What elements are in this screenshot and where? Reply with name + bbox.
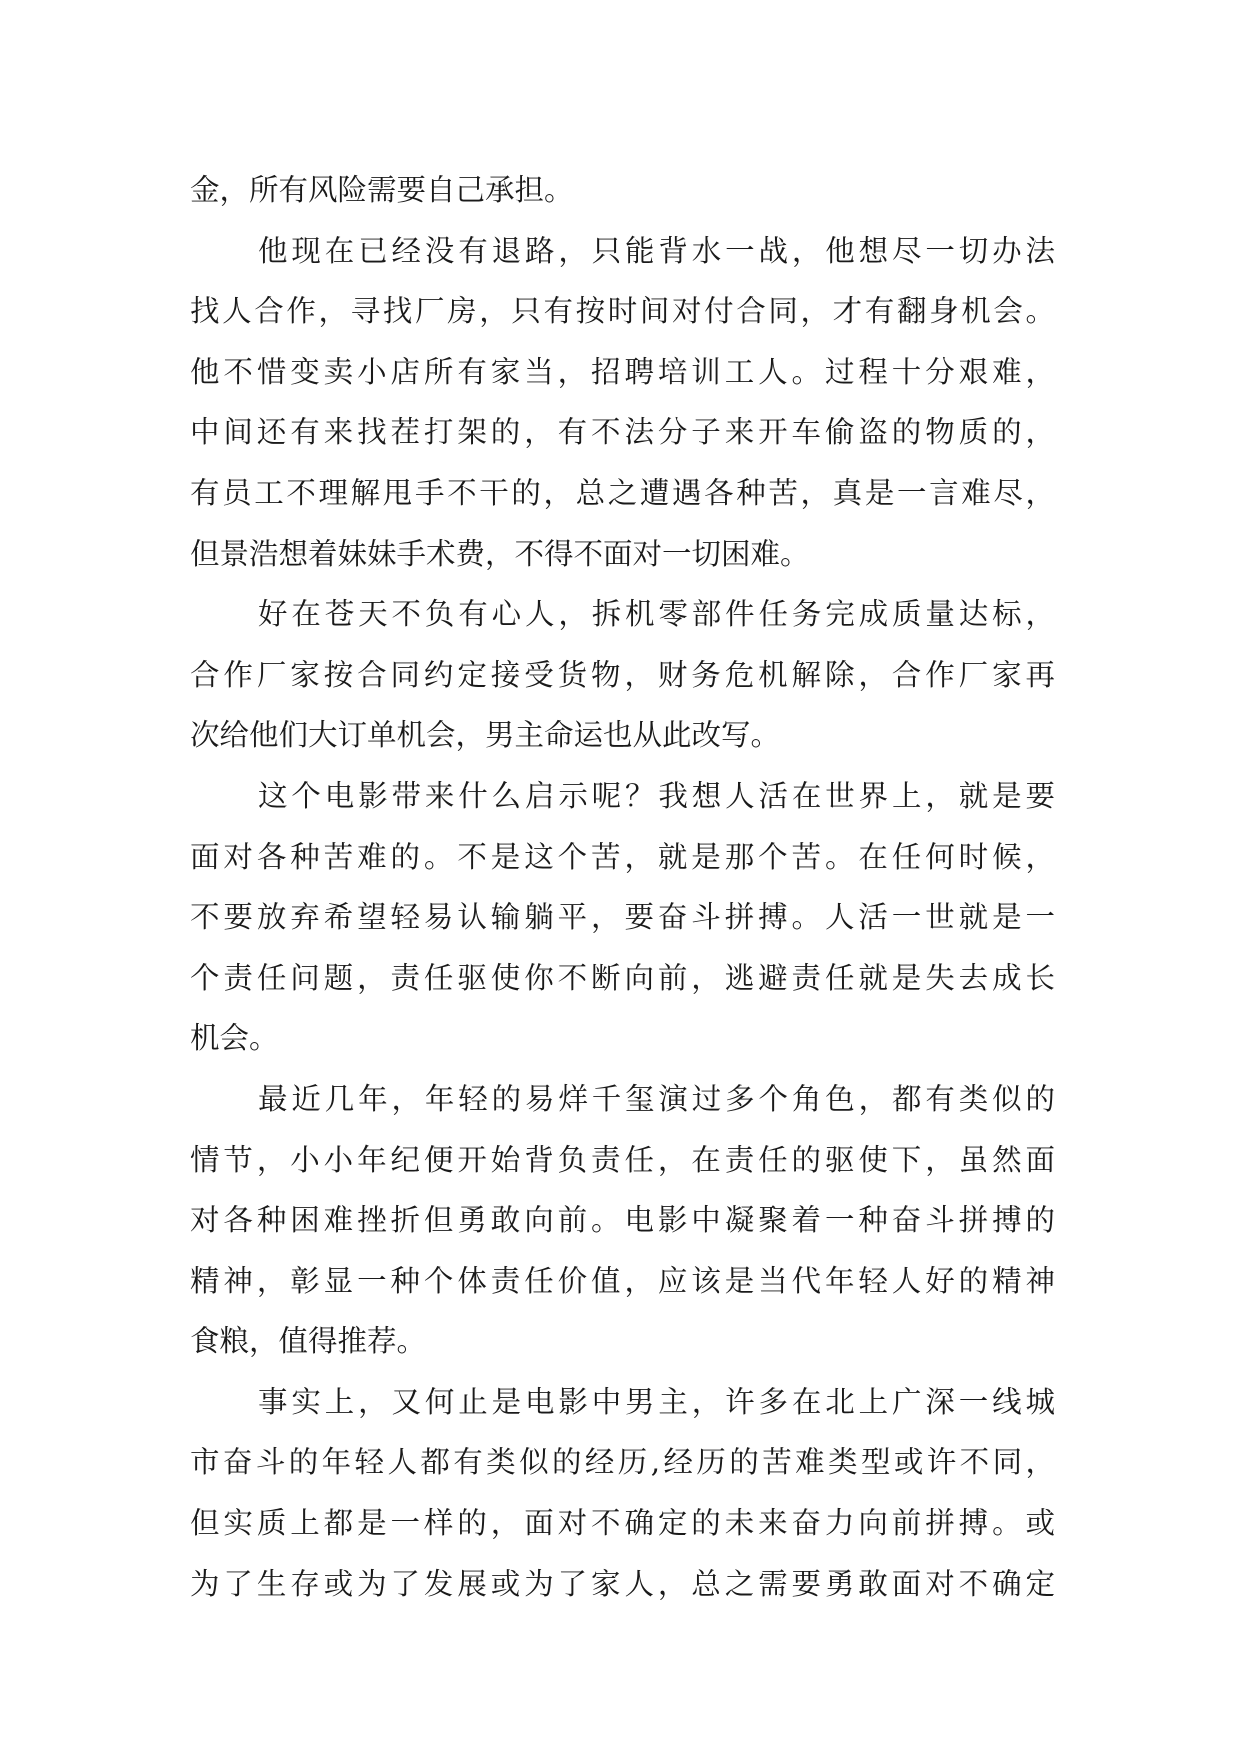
text-line: 为了生存或为了发展或为了家人，总之需要勇敢面对不确定 <box>190 1566 1055 1601</box>
text-line: 机会。 <box>190 1021 279 1056</box>
body-text <box>190 160 1055 1614</box>
text-line: 他不惜变卖小店所有家当，招聘培训工人。过程十分艰难， <box>190 354 1055 389</box>
text-line: 对各种困难挫折但勇敢向前。电影中凝聚着一种奋斗拼搏的 <box>190 1203 1055 1238</box>
text-line: 次给他们大订单机会，男主命运也从此改写。 <box>190 718 781 753</box>
text-line: 但景浩想着妹妹手术费，不得不面对一切困难。 <box>190 536 810 571</box>
text-line: 但实质上都是一样的，面对不确定的未来奋力向前拼搏。或 <box>190 1506 1055 1541</box>
text-line: 中间还有来找茬打架的，有不法分子来开车偷盗的物质的， <box>190 415 1055 450</box>
text-line: 他现在已经没有退路，只能背水一战，他想尽一切办法 <box>258 233 1055 268</box>
text-line: 找人合作，寻找厂房，只有按时间对付合同，才有翻身机会。 <box>190 294 1055 329</box>
text-line: 这个电影带来什么启示呢？我想人活在世界上，就是要 <box>258 778 1055 813</box>
text-line: 个责任问题，责任驱使你不断向前，逃避责任就是失去成长 <box>190 960 1055 995</box>
text-line: 情节，小小年纪便开始背负责任，在责任的驱使下，虽然面 <box>190 1142 1055 1177</box>
text-line: 有员工不理解甩手不干的，总之遭遇各种苦，真是一言难尽， <box>190 475 1055 510</box>
text-line: 市奋斗的年轻人都有类似的经历,经历的苦难类型或许不同， <box>190 1445 1055 1480</box>
text-line: 面对各种苦难的。不是这个苦，就是那个苦。在任何时候， <box>190 839 1055 874</box>
text-line: 不要放弃希望轻易认输躺平，要奋斗拼搏。人活一世就是一 <box>190 900 1055 935</box>
text-line: 最近几年，年轻的易烊千玺演过多个角色，都有类似的 <box>258 1081 1055 1116</box>
text-line: 食粮，值得推荐。 <box>190 1324 427 1359</box>
text-line: 好在苍天不负有心人，拆机零部件任务完成质量达标， <box>258 597 1055 632</box>
text-line: 合作厂家按合同约定接受货物，财务危机解除，合作厂家再 <box>190 657 1055 692</box>
text-line: 精神，彰显一种个体责任价值，应该是当代年轻人好的精神 <box>190 1263 1055 1298</box>
text-line: 金，所有风险需要自己承担。 <box>190 173 574 207</box>
text-line: 事实上，又何止是电影中男主，许多在北上广深一线城 <box>258 1384 1055 1419</box>
